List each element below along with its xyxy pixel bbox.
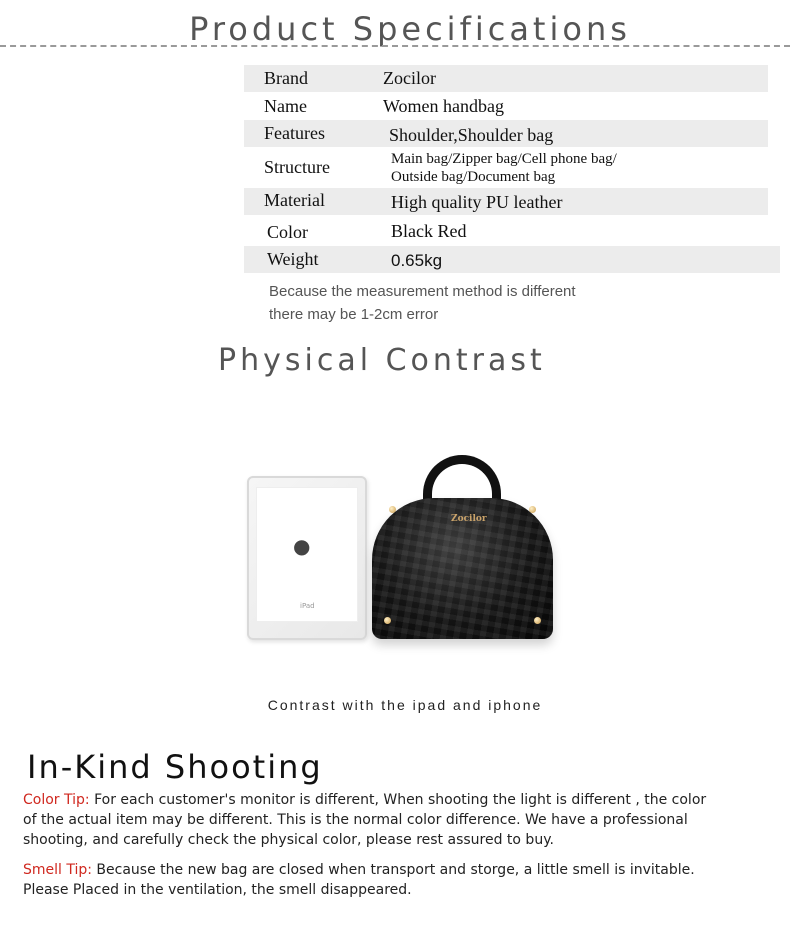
color-tip-text-1: For each customer's monitor is different, When shooting the light is different , the color [89,792,707,808]
ipad-image [247,476,367,640]
in-kind-shooting-title: In-Kind Shooting [27,748,323,786]
spec-value: 0.65kg [391,251,443,270]
spec-label: Structure [264,157,330,177]
color-tip-label: Color Tip: [23,792,90,808]
smell-tip-label: Smell Tip: [23,862,92,878]
specifications-title: Product Specifications [189,10,631,48]
bag-brand-plate: Zocilor [451,514,487,524]
color-tip-paragraph [23,790,763,850]
physical-contrast-title: Physical Contrast [218,343,546,378]
apple-logo-icon: ● [293,534,311,558]
smell-tip-paragraph [23,860,763,900]
spec-label: Features [264,123,325,143]
color-tip-line-3: shooting, and carefully check the physical color, please rest assured to buy. [23,832,554,848]
bag-stud [384,617,391,624]
spec-label: Name [264,96,307,116]
contrast-caption: Contrast with the ipad and iphone [267,697,543,713]
spec-value: Zocilor [383,68,436,88]
smell-tip-line-2: Please Placed in the ventilation, the smell disappeared. [23,882,412,898]
spec-value: Black Red [391,221,467,241]
measurement-note-line-1: Because the measurement method is different [269,283,576,300]
color-tip-line-2: of the actual item may be different. This is the normal color difference. We have a professional [23,812,688,828]
smell-tip-line-1 [23,860,763,880]
spec-value: Shoulder,Shoulder bag [389,125,554,145]
spec-row-weight [244,246,780,273]
spec-row-structure [244,149,768,187]
spec-value-line-1: Main bag/Zipper bag/Cell phone bag/ [391,151,617,167]
spec-row-color [244,219,768,246]
spec-row-brand [244,65,768,92]
spec-value-line-2: Outside bag/Document bag [391,169,556,185]
spec-label: Weight [267,249,319,269]
spec-row-name [244,93,768,120]
spec-row-material [244,188,768,215]
spec-row-features [244,120,768,147]
handbag-image [372,498,553,639]
bag-stud [529,506,536,513]
spec-value: High quality PU leather [391,192,563,212]
smell-tip-text-1: Because the new bag are closed when transport and storge, a little smell is invitable. [91,862,695,878]
spec-label: Brand [264,68,308,88]
ipad-label: iPad [300,602,315,610]
color-tip-line-1 [23,790,763,810]
title-divider [0,45,790,47]
bag-stud [534,617,541,624]
spec-label: Material [264,190,325,210]
bag-stud [389,506,396,513]
spec-label: Color [267,222,309,242]
measurement-note-line-2: there may be 1-2cm error [269,306,439,323]
spec-value: Women handbag [383,96,505,116]
